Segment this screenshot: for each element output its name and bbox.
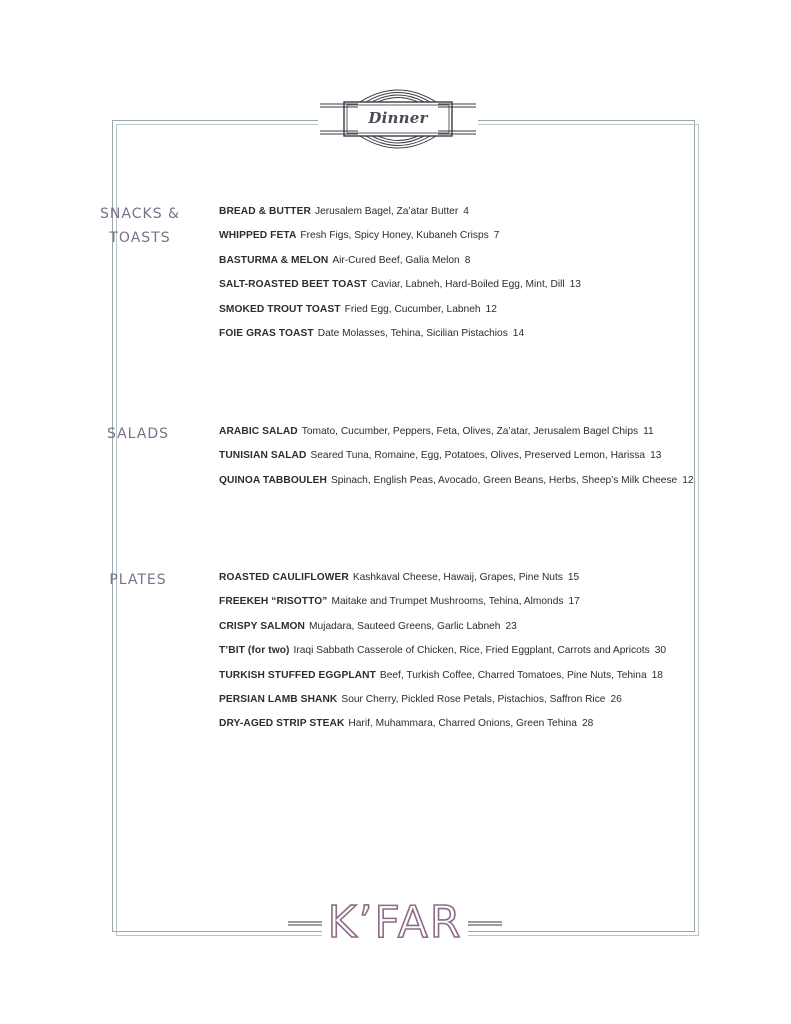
item-list (219, 200, 581, 346)
menu-item: DRY-AGED STRIP STEAK Harif, Muhammara, Charred Onions, Green Tehina 28 (219, 718, 594, 730)
section-title: SALADS (106, 426, 170, 442)
logo-text: K’FAR (327, 897, 463, 948)
menu-item: TUNISIAN SALAD Seared Tuna, Romaine, Egg, Potatoes, Olives, Preserved Lemon, Harissa 13 (219, 450, 662, 462)
menu-item: QUINOA TABBOULEH Spinach, English Peas, Avocado, Green Beans, Herbs, Sheep’s Milk Cheese 12 (219, 474, 694, 486)
menu-item: CRISPY SALMON Mujadara, Sauteed Greens, Garlic Labneh 23 (219, 620, 517, 632)
section-title: PLATES (109, 572, 167, 588)
logo-rule-right (468, 921, 502, 927)
kfar-logo (322, 895, 468, 951)
menu-item: WHIPPED FETA Fresh Figs, Spicy Honey, Kubaneh Crisps 7 (219, 230, 500, 242)
menu-item: BREAD & BUTTER Jerusalem Bagel, Za’atar Butter 4 (219, 206, 469, 217)
item-list (219, 420, 694, 493)
menu-item: BASTURMA & MELON Air-Cured Beef, Galia Melon 8 (219, 254, 471, 266)
menu-item: ARABIC SALAD Tomato, Cucumber, Peppers, Feta, Olives, Za’atar, Jerusalem Bagel Chips 11 (219, 426, 654, 437)
menu-item: ROASTED CAULIFLOWER Kashkaval Cheese, Hawaij, Grapes, Pine Nuts 15 (219, 572, 580, 583)
menu-item: SALT-ROASTED BEET TOAST Caviar, Labneh, Hard-Boiled Egg, Mint, Dill 13 (219, 279, 581, 291)
header-badge (318, 80, 478, 158)
menu-title: Dinner (368, 109, 428, 127)
menu-item: TURKISH STUFFED EGGPLANT Beef, Turkish Coffee, Charred Tomatoes, Pine Nuts, Tehina 18 (219, 669, 663, 681)
section-title: SNACKS & TOASTS (100, 206, 180, 246)
menu-item: SMOKED TROUT TOAST Fried Egg, Cucumber, Labneh 12 (219, 303, 497, 315)
menu-item: FREEKEH “RISOTTO” Maitake and Trumpet Mushrooms, Tehina, Almonds 17 (219, 596, 580, 608)
menu-item: FOIE GRAS TOAST Date Molasses, Tehina, Sicilian Pistachios 14 (219, 327, 525, 339)
item-list (219, 566, 666, 737)
menu-item: PERSIAN LAMB SHANK Sour Cherry, Pickled Rose Petals, Pistachios, Saffron Rice 26 (219, 693, 622, 705)
menu-item: T’BIT (for two) Iraqi Sabbath Casserole of Chicken, Rice, Fried Eggplant, Carrots and Apricots 30 (219, 645, 667, 657)
logo-rule-left (288, 921, 322, 927)
